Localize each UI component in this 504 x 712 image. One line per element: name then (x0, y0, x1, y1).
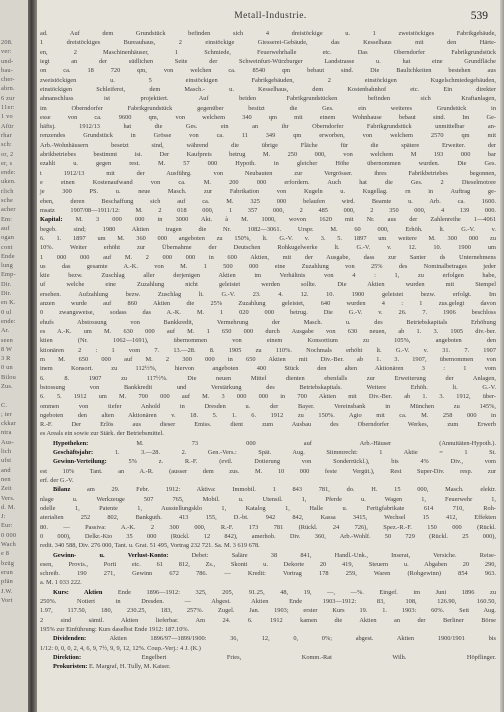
text-line (37, 159, 500, 168)
section-heading: Kapital: (40, 216, 63, 224)
line-text: on ca. 18 720 qm, von welchen ca. 8540 qm bebaut sind. Die Baulichkeiten bestehen aus (40, 67, 496, 75)
fragment-line: rlich (1, 187, 14, 195)
fragment-line: ckkar (1, 420, 16, 428)
section-heading: Dividenden: (53, 635, 87, 643)
fragment-line: cher- (1, 76, 15, 84)
fragment-line: 11er: (1, 104, 15, 112)
text-line (37, 346, 500, 355)
text-line (37, 569, 500, 578)
line-text: esse von ca. 9600 qm, von welchem 340 qm mit einem Wohnhause bebaut sind. Im Ge- (40, 113, 496, 121)
fragment-line: bau- (1, 66, 13, 74)
text-line (37, 104, 500, 113)
line-text: M. 3 000 000 in 3000 Akt. à M. 1000, wovon 1620 mit Nr. aus der Zahlenreihe 1—4061 (62, 216, 496, 224)
fragment-line: Ar. (1, 327, 10, 335)
line-text: ezahlt u. gegen rest. M. 57 000 Hypoth. in gleicher Höhe übernommen wurden. Die Ges. (40, 160, 496, 168)
fragment-line: C. (1, 401, 8, 409)
line-text: ngeboten den alten Aktionären v. 18. 5. 1. 6. 1912 zu 150%. Agio mit ca. M. 258 000 in (40, 411, 496, 419)
line-text: iegt an der südlichen Seite der Schweinfurt-Würzburger Landstrasse u. hat eine Grundfläche (40, 57, 496, 65)
line-text: ommen von tiefer Anhold in Dresden u. der Bayer. Vereinsbank in München zu 145%, (40, 402, 496, 410)
fragment-line: Vort (1, 596, 13, 604)
text-line (37, 588, 500, 597)
line-text: 1 dreistöckiges Bureauhaus, 2 einstöckige Giesserei-Gebäude, das Kesselhaus mit den Härte- (40, 39, 496, 47)
text-line (37, 560, 500, 569)
section-heading: Gewinn- u. Verlust-Konto: (53, 551, 169, 559)
section-heading: Bilanz (53, 486, 71, 494)
line-text: 0 000), Delkr.-Kto 35 000 (Rückl. 12 842), amerhob. Div. 360, Arb.-Wohlf. 50 729 (Rückl. 25 000), (40, 532, 496, 540)
text-line (37, 504, 500, 513)
text-line (37, 215, 500, 224)
fragment-line: J.W. (1, 587, 13, 595)
line-text: anzen wurde auf 860 Aktien die 25% Zuzahlung geleistet, 640 wurden 4 : 1 zus.gelegt davon (40, 300, 496, 308)
text-line (37, 374, 500, 383)
fragment-line: 3 R (1, 355, 11, 363)
text-line (37, 76, 500, 85)
fragment-line: en K. (1, 299, 16, 307)
section-heading: Prokuristen: (53, 663, 88, 671)
line-text: e einen Kostenaufwand von ca. M. 200 000 erfordern. Auch hat die Ges. 2 Dieselmotore (40, 179, 496, 186)
fragment-line: Eur: (1, 522, 13, 530)
line-text: uf welche eine Zuzahlung nicht geleistet werden sollte. Die Aktien wurden mit Stempel (40, 281, 496, 289)
fragment-line: sche (1, 197, 13, 205)
text-line (37, 38, 500, 47)
adjacent-page-edge (0, 0, 28, 712)
fragment-line: J: (1, 513, 6, 521)
fragment-line: uken. (1, 178, 16, 186)
text-line (37, 94, 500, 103)
fragment-line: Afür (1, 122, 14, 130)
text-line (37, 131, 500, 140)
line-text: renzendes Grundstück in Grösse von ca. 11 349 qm erworben, von welchem 2570 qm mit (40, 132, 496, 140)
text-line (37, 551, 500, 560)
line-text: ersehen. Aufzahlung bezw. Zuschlag lt. G.-V. 23. 4. 12. 10. 1900 geleistet bezw. erfolgt. Im (40, 290, 496, 298)
line-text: 80. — Passiva: A.-K. 2 300 000, R.-F. 173 781 (Rückl. 24 726), Spez.-R.-F. 150 000 (Rückl. (40, 523, 496, 531)
fragment-line: ufst (1, 457, 12, 465)
text-line (37, 336, 500, 345)
text-line (37, 113, 500, 122)
text-line (37, 150, 500, 159)
line-text: eben, deren Beschaffung sich auf ca. M. 325 000 belaufen wird. Beamte u. Arb. ca. 1600. (40, 197, 496, 205)
text-line (37, 66, 500, 75)
text-line (37, 485, 500, 494)
fragment-line: cont (1, 243, 13, 251)
text-line (37, 355, 500, 364)
text-line (37, 644, 500, 653)
line-text: ktionären 2 : 1 vom 7. 13.—28. 8. 1905 zu 110%. Nochmals erhöht lt. G.-V. v. 31. 7. 1907 (40, 346, 496, 354)
line-text: 10%. Weiter erhöht zur Übernahme der Deutschen Rohkugelwerke lt. G.-V. v. 12. 10. 1900 um (40, 244, 496, 252)
fragment-line: Zus. (1, 382, 13, 390)
text-line (37, 243, 500, 252)
text-line (37, 308, 500, 317)
text-line (37, 169, 500, 178)
line-text: odelle 1, Patente 1, Ausstellungsklo 1, Katalog 1, Halle u. Fertigfabrikate 614 710, Roh- (40, 504, 496, 512)
line-text: bstossung von Bankkredit und Verstärkung des Betriebskapitals. Weitere Erhöh. lt. G.-V. (40, 383, 496, 391)
line-text: t 1912/13 mit der Ausführg. von Neubauten zur Vergrösser. ihres Fabrikbetriebes begonnen, (40, 169, 496, 177)
fragment-line: Dir. (1, 280, 12, 288)
text-line (37, 616, 500, 625)
line-text: msatz 1907/08—1911/12: M. 2 018 000, 1 357 000, 2 485 000, 2 350 000, 4 139 000. (40, 206, 496, 214)
document-page (37, 0, 504, 712)
text-line (37, 234, 500, 243)
fragment-line: 0 un (1, 364, 13, 372)
fragment-line: Zeit (1, 485, 12, 493)
line-text: 1. 3.—28. 2. Gen.-Vers.: Spät. Aug. Stimmrecht: 1 Aktie = 1 St. (93, 449, 496, 457)
line-text: est 10% Tant. an A.-R. (ausser dem zus. M. 10 000 feste Vergüt.), Rest Super-Div. resp. zur (40, 467, 496, 475)
line-text: Aktien 1896/97—1899/1900: 36, 12, 0, 0%; abgest. Aktien 1900/1901 bis (86, 635, 496, 643)
text-line (37, 429, 500, 438)
section-heading: Geschäftsjahr: (53, 449, 94, 457)
line-text: inem Konsort. zu 112½%, hiervon angeboten 400 Stück den alten Aktionären 3 : 1 vom (40, 365, 496, 373)
line-text: 1 000 000 auf M. 2 000 000 in 600 Aktien, mit der Ausgabe, dass zur Sanier ds Unternehmens (40, 253, 496, 261)
text-line (37, 606, 500, 615)
text-line (37, 634, 500, 643)
line-text: 1/12: 0, 0, 0, 2, 4, 6, 9, 7½, 9, 9, 12, 12%. Coup.-Verj.: 4 J. (K.) (40, 644, 201, 652)
text-line (37, 85, 500, 94)
fragment-line: ver: (1, 48, 12, 56)
fragment-line: 208. (1, 39, 13, 46)
text-line (37, 420, 500, 429)
line-text: ad. Auf dem Grundstück befinden sich 4 dreistöckige u. 1 zweistöckiges Fabrikgebäude, (40, 30, 496, 37)
fragment-line: Wach (1, 541, 16, 549)
fragment-line: nen (1, 475, 11, 483)
fragment-line: 1 vo (1, 113, 13, 121)
line-text: 250%. Notiert in Dresden. — Abgest. Aktien Ende 1903—1912: 83, 108, 126.90, 160.50, (40, 598, 496, 606)
fragment-line: Ende (1, 252, 15, 260)
text-line (37, 299, 500, 308)
book-gutter (28, 0, 37, 712)
text-line (37, 262, 500, 271)
text-line (37, 662, 500, 671)
line-text: zweistöckigen u. 5 einstöckigen Fabrikgebäuden, 2 einstöckigen Kugelschmiedegebäuden, (40, 76, 496, 84)
text-line (37, 467, 500, 476)
line-text: a. M. 1 033 222. (40, 579, 82, 587)
line-text: ktien (Nr. 1062—1691), übernommen von einem Konsortium zu 105%, angeboten den (40, 337, 496, 345)
fragment-line: ende: (1, 317, 16, 325)
fragment-line: er, s (1, 159, 13, 167)
fragment-line: and (1, 466, 11, 474)
text-line (37, 578, 500, 587)
line-text: einstöckigen Schleiferei, dem Masch.- u. Kesselhaus, dem Kostenbahnhof etc. Ein direkter (40, 85, 496, 93)
text-line (37, 318, 500, 327)
line-text: 6. 5. 1912 um M. 700 000 auf M. 3 000 000 in 700 Aktien mit Div.-Ber. ab 1. 3. 1912, über- (40, 393, 496, 401)
text-line (37, 364, 500, 373)
line-text: ktie bezw. Zuschlag aller derjenigen Aktien im Verhältnis von 4 : 1, zu erfolgen habe, (40, 272, 496, 280)
line-text: Debet: Saläre 38 841, Handl.-Unk., Inserat, Versiche. Reise- (168, 551, 496, 559)
fragment-line: Aus- (1, 438, 15, 446)
line-text: esen, Provis., Porti etc. 61 812, Zs., Skonti u. Dekorte 20 419, Steuern u. Abgaben 20 290, (40, 560, 496, 568)
text-line (37, 206, 500, 215)
fragment-line: lung (1, 262, 13, 270)
line-text: begeb. sind; 1980 Aktien tragen die Nr. 1082—3061. Urspr. M. 60 000, Erhöh. lt. G.-V. v. (40, 225, 496, 233)
text-line (37, 383, 500, 392)
fragment-line: rhar (1, 131, 12, 139)
line-text: Ende 1896—1912: 325, 205, 91.25, 48, 19, —, —%. Eingef. im Juni 1896 zu (102, 588, 496, 596)
line-text: us das gesamte A.-K. von M. 1 500 000 eine Zuzahlung von 25% des Nominalbetrages jeder (40, 262, 496, 270)
fragment-line (1, 391, 28, 400)
section-heading: Direktion: (53, 653, 82, 661)
fragment-line: Vers. (1, 494, 15, 502)
line-text: 0 zwangsweise, sodass das A.-K. M. 1 020 000 betrug. Die G.-V. v. 26. 7. 1906 beschloss (40, 309, 496, 317)
text-line (37, 439, 500, 448)
fragment-line: ntra (1, 429, 12, 437)
text-line (37, 392, 500, 401)
line-text: E. Margraf, H. Tully, M. Kaiser. (87, 663, 171, 671)
fragment-line: e 8 (1, 550, 10, 558)
fragment-line: 0 ul (1, 308, 12, 316)
line-text: ahnanschluss ist projektiert. Auf beiden Fabrikgrundstücken befinden sich Kraftanlagen, (40, 95, 496, 103)
line-text: Engelbert Fries, Komm.-Rat Wilh. Höpflinger. (81, 653, 496, 661)
line-text: 5% z. R.-F. (evtl. Dotierung von Sonderrückl.), bis 4% Div., vom (106, 458, 496, 466)
text-line (37, 523, 500, 532)
text-line (37, 411, 500, 420)
fragment-line: Bilou (1, 373, 16, 381)
line-text: es A.-K. um M. 630 000 auf M. 1 650 000 durch Ausgabe von 630 neuen, ab 1. 3. 1905 div.-ber. (40, 328, 496, 335)
text-line (37, 402, 500, 411)
page-number: 539 (470, 10, 488, 22)
text-line (37, 532, 500, 541)
text-line (37, 290, 500, 299)
text-line (37, 141, 500, 150)
fragment-line: sch: (1, 141, 12, 149)
line-text: schreib. 190 271, Gewinn 672 786. — Kredit: Vortrag 178 259, Waren (Rohgewinn) 854 963. (40, 570, 496, 578)
page-body (37, 29, 500, 672)
text-line (37, 457, 500, 466)
line-text: am 29. Febr. 1912: Aktiva: Immobil. 1 843 781, do. H. 15 000, Masch. elektr. (70, 486, 496, 494)
text-line (37, 225, 500, 234)
fragment-line: lich (1, 448, 12, 456)
fragment-line: Emp- (1, 271, 16, 279)
section-heading: Gewinn-Verteilung: (53, 458, 107, 466)
line-text: 195% zur Einführung: Kurs daselbst Ende 1912: 187.10%. (40, 626, 190, 633)
fragment-line: auf (1, 224, 10, 232)
line-text: im Oberndorfer Fabrikgrundstück gegenüber besitzt die Ges. ein weiteres Grundstück in (40, 104, 496, 112)
line-text: 1.97, 117.50, 180, 230.25, 183, 257%. Zugel. Jan. 1903; erster Kurs 19. 1. 1903: 60%. Seit Aug. (40, 607, 496, 615)
fragment-line: pfän (1, 578, 13, 586)
text-line (37, 197, 500, 206)
text-line (37, 625, 500, 634)
text-line (37, 271, 500, 280)
text-line (37, 280, 500, 289)
fragment-line: or, 2 (1, 150, 14, 158)
text-line (37, 653, 500, 662)
line-text: nlage u. Werkzeuge 507 765, Mobil. u. Utensil. 1, Pferde u. Wagen 1, Feuerwehr 1, (40, 495, 496, 503)
line-text: 6. 1. 1897 um M. 360 000 angeboten zu 150%, lt. G.-V. v. 3. 5. 1897 um weitere M. 300 000 zu (40, 234, 496, 242)
line-text: es Areals ein sowie zur Stärk. der Betriebsmittel. (40, 430, 164, 438)
line-text: je 300 PS. u. neue Masch. zur Fabrikation von Kugeln u. Kugellag. rn in Auftrag ge- (40, 188, 496, 196)
fragment-line: ; ter (1, 410, 12, 418)
fragment-line: 8 W (1, 345, 13, 353)
fragment-line: Em: (1, 215, 13, 223)
running-title: Metall-Industrie. (234, 11, 307, 21)
section-heading: Hypotheken: (53, 439, 89, 447)
line-text: ehufs Abstossung von Bankkredit, Vermehrung der Masch. u. des Betriebskapitals Erhöhung (40, 318, 496, 326)
fragment-line: ende: (1, 169, 16, 177)
text-line (37, 122, 500, 131)
fragment-line: bzüg (1, 559, 15, 567)
text-line (37, 541, 500, 550)
fragment-line: erun (1, 568, 13, 576)
text-line (37, 597, 500, 606)
fragment-line: ahrn. (1, 85, 15, 93)
page-edge (500, 0, 504, 712)
line-text: M. 73 000 auf Arb.-Häuser (Annuitäten-Hypoth.). (88, 439, 496, 447)
fragment-line: 6 zur (1, 94, 15, 102)
fragment-line: Dir. (1, 290, 12, 298)
text-line (37, 57, 500, 66)
text-line (37, 48, 500, 57)
line-text: erf. der G.-V. (40, 477, 74, 484)
adjacent-page-fragments (0, 38, 28, 605)
line-text: m M. 650 000 auf M. 2 300 000 in 650 Aktien mit Div.-Ber. ab 1. 3. 1907, übernommen von (40, 355, 496, 363)
section-heading: Kurs: Aktien (53, 588, 103, 596)
line-text: redit. 340 588, Div. 276 000, Tant. u. Grat. 51 495, Vortrag 232 721. Sa. M. 3 619 678. (40, 542, 260, 550)
line-text: en, 2 Maschinenhäuser, 1 Schmiede, Feuerwehrhalle etc. Das Oberndorfer Fabrikgrundstück (40, 48, 496, 56)
text-line (37, 495, 500, 504)
line-text: R.-F. Der Erlös aus dieser Emiss. dient zum Ausbau des Oberndorfer Werkes, zum Erwerb (40, 421, 496, 429)
text-line (37, 178, 500, 187)
text-line (37, 29, 500, 38)
line-text: 2 sind sämtl. Aktien lieferbar. Am 24. 6. 1912 kamen die Aktien an der Berliner Börse (40, 616, 496, 624)
page-header (37, 11, 504, 25)
line-text: Arb.-Wohnhäusern besetzt sind, während die übrige Fläche für die spätere Erweiter. der (40, 141, 496, 149)
text-line (37, 253, 500, 262)
fragment-line: ogan (1, 234, 15, 242)
text-line (37, 448, 500, 457)
fragment-line: d. M. (1, 503, 16, 511)
fragment-line: 0 000 (1, 531, 17, 539)
text-line (37, 327, 500, 336)
line-text: abrikbetriebes bestimmt ist. Der Kaufpreis betrug M. 250 000, von welchem M 193 000 bar (40, 151, 496, 159)
line-text: häftsj. 1912/13 hat die Ges. ein an ihr Oberndorfer Fabrikgrundstück unmittelbar an- (40, 123, 496, 131)
text-line (37, 187, 500, 196)
text-line (37, 513, 500, 522)
line-text: aterialien 252 802, Bankguth. 413 155, D.-bt. 942 842, Kassa 3415, Wechsel 15 412, Effekten (40, 514, 496, 522)
fragment-line: seen (1, 336, 13, 344)
text-line (37, 476, 500, 485)
line-text: 6. 8. 1907 zu 117½%. Die neuen Mittel dienten ebenfalls zur Erweiterung der Anlagen, (40, 374, 496, 382)
fragment-line: acher (1, 206, 16, 214)
fragment-line: und- (1, 57, 14, 65)
